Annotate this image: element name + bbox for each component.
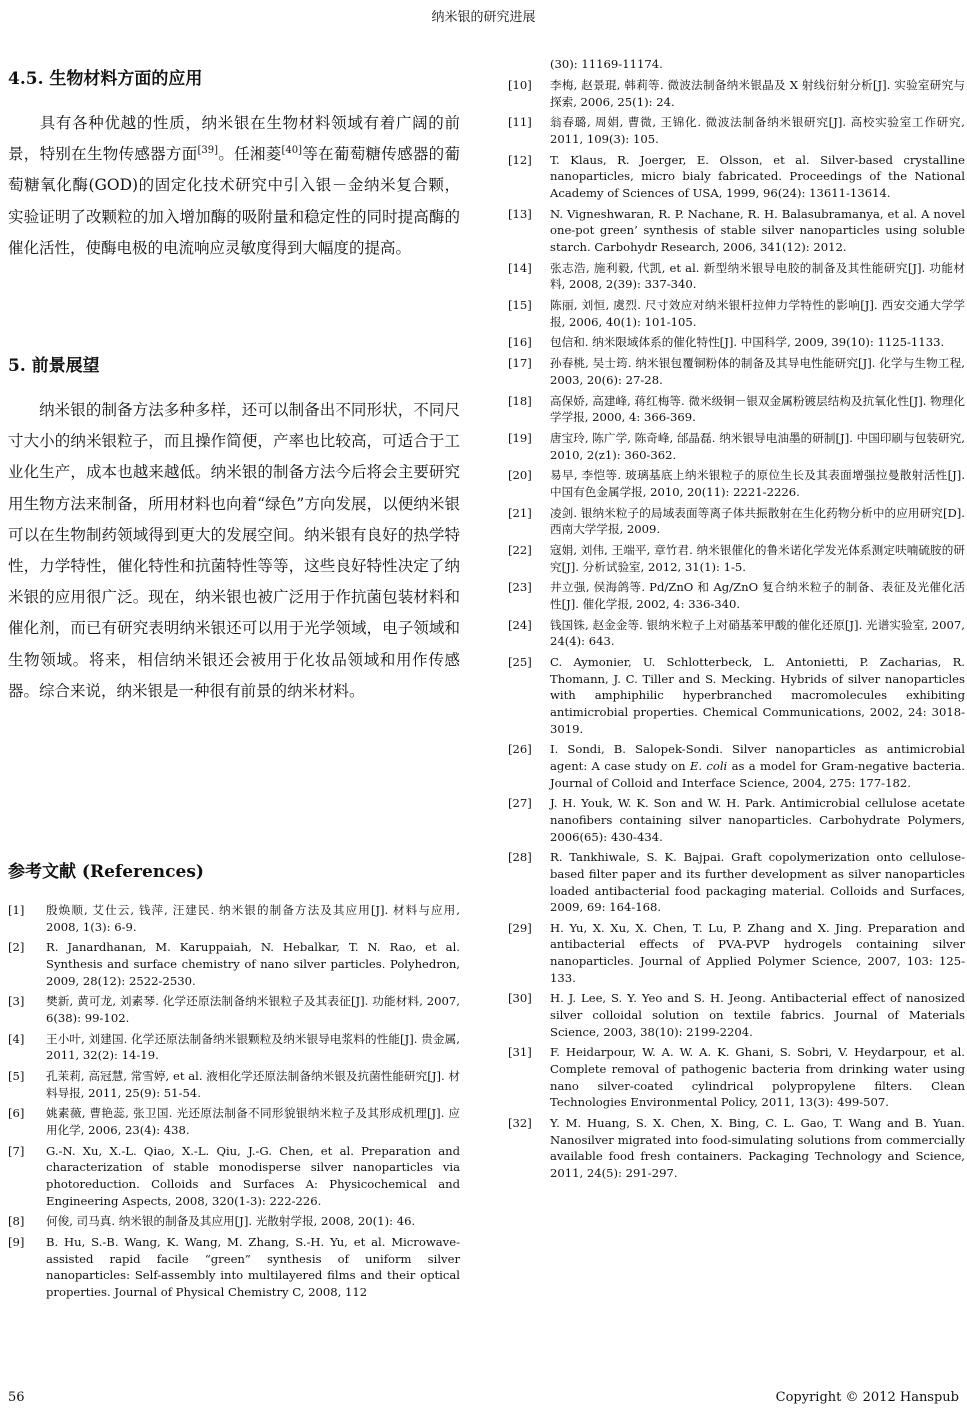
section-4-5-heading: 4.5. 生物材料方面的应用 bbox=[8, 69, 203, 89]
reference-number: [24] bbox=[508, 617, 532, 632]
reference-item bbox=[508, 795, 965, 845]
reference-number: [18] bbox=[508, 393, 532, 408]
reference-number: [6] bbox=[8, 1106, 25, 1121]
reference-text: 何俊, 司马真. 纳米银的制备及其应用[J]. 光散射学报, 2008, 20(1): 46. bbox=[46, 1214, 416, 1229]
running-head: 纳米银的研究进展 bbox=[431, 10, 536, 25]
reference-item bbox=[508, 114, 965, 147]
reference-item bbox=[508, 467, 965, 500]
reference-item bbox=[508, 260, 965, 293]
reference-item bbox=[508, 542, 965, 575]
reference-text: G.-N. Xu, X.-L. Qiao, X.-L. Qiu, J.-G. Chen, et al. Preparation and characterization of stable monodisperse silver nanoparticles via photoreduction. Colloids and Surfaces A: Physicochemical and Engineering Aspects, 2008, 320(1-3): 222-226. bbox=[46, 1143, 460, 1208]
reference-number: [26] bbox=[508, 742, 532, 757]
reference-number: [12] bbox=[508, 152, 532, 167]
reference-number: [3] bbox=[8, 994, 25, 1009]
reference-item bbox=[8, 1234, 460, 1300]
reference-item bbox=[8, 1213, 460, 1230]
reference-text: 樊新, 黄可龙, 刘素琴. 化学还原法制备纳米银粒子及其表征[J]. 功能材料, 2007, 6(38): 99-102. bbox=[46, 994, 460, 1025]
reference-item bbox=[508, 393, 965, 426]
citation-39: [39] bbox=[197, 145, 219, 157]
reference-number: [14] bbox=[508, 260, 532, 275]
reference-item bbox=[8, 993, 460, 1026]
reference-text: 孙春桃, 吴士筠. 纳米银包覆铜粉体的制备及其导电性能研究[J]. 化学与生物工程, 2003, 20(6): 27-28. bbox=[550, 356, 965, 387]
reference-text: R. Janardhanan, M. Karuppaiah, N. Hebalkar, T. N. Rao, et al. Synthesis and surface chemistry of nano silver particles. Polyhedron, 2009, 28(12): 2522-2530. bbox=[46, 940, 460, 988]
reference-item bbox=[508, 1115, 965, 1181]
section-5-heading: 5. 前景展望 bbox=[8, 356, 100, 376]
reference-number: [20] bbox=[508, 468, 532, 483]
reference-text: Y. M. Huang, S. X. Chen, X. Bing, C. L. Gao, T. Wang and B. Yuan. Nanosilver migrated into food-simulating solutions from commercially available food fresh containers. Packaging Technology and Science, 2011, 24(5): 291-297. bbox=[550, 1115, 965, 1180]
reference-text: 包信和. 纳米限域体系的催化特性[J]. 中国科学, 2009, 39(10): 1125-1133. bbox=[550, 335, 945, 350]
reference-item bbox=[508, 355, 965, 388]
copyright-notice: Copyright © 2012 Hanspub bbox=[775, 1390, 959, 1405]
reference-number: [19] bbox=[508, 430, 532, 445]
references-heading: 参考文献 (References) bbox=[8, 862, 204, 882]
reference-item bbox=[508, 654, 965, 737]
reference-list-right bbox=[508, 77, 965, 1186]
reference-text: 殷焕顺, 艾仕云, 钱萍, 汪建民. 纳米银的制备方法及其应用[J]. 材料与应用, 2008, 1(3): 6-9. bbox=[46, 903, 460, 934]
reference-item bbox=[508, 334, 965, 351]
reference-number: [8] bbox=[8, 1214, 25, 1229]
reference-item bbox=[508, 297, 965, 330]
reference-number: [28] bbox=[508, 850, 532, 865]
reference-item bbox=[508, 152, 965, 202]
reference-item bbox=[508, 505, 965, 538]
reference-text: T. Klaus, R. Joerger, E. Olsson, et al. Silver-based crystalline nanoparticles, micro bialy fabricated. Proceedings of the National Academy of Sciences of USA, 1999, 96(24): 13611-13614. bbox=[550, 152, 965, 200]
reference-item bbox=[508, 849, 965, 915]
section-5-paragraph: 纳米银的制备方法多种多样，还可以制备出不同形状，不同尺寸大小的纳米银粒子，而且操作简便，产率也比较高，可适合于工业化生产，成本也越来越低。纳米银的制备方法今后将会主要研究用生物方法来制备，所用材料也向着“绿色”方向发展，以便纳米银可以在生物制药领域得到更大的发展空间。纳米银有良好的热学特性，力学特性，催化特性和抗菌特性等等，这些良好特性决定了纳米银的应用很广泛。现在，纳米银也被广泛用于作抗菌包装材料和催化剂，而已有研究表明纳米银还可以用于光学领域，电子领域和生物领域。将来，相信纳米银还会被用于化妆品领域和用作传感器。综合来说，纳米银是一种很有前景的纳米材料。 bbox=[8, 401, 460, 700]
reference-number: [21] bbox=[508, 505, 532, 520]
reference-text: F. Heidarpour, W. A. W. A. K. Ghani, S. Sobri, V. Heydarpour, et al. Complete removal of pathogenic bacteria from drinking water using nano silver-coated cylindrical polypropylene filters. Clean Technologies Environmental Policy, 2011, 13(3): 499-507. bbox=[550, 1045, 965, 1110]
reference-item bbox=[508, 617, 965, 650]
reference-number: [9] bbox=[8, 1235, 25, 1250]
reference-number: [32] bbox=[508, 1115, 532, 1130]
reference-item bbox=[8, 902, 460, 935]
reference-item bbox=[8, 1105, 460, 1138]
reference-text: 高保娇, 高建峰, 蒋红梅等. 微米级铜－银双金属粉镀层结构及抗氧化性[J]. 物理化学学报, 2000, 4: 366-369. bbox=[550, 393, 965, 425]
reference-number: [2] bbox=[8, 940, 25, 955]
reference-text: 王小叶, 刘建国. 化学还原法制备纳米银颗粒及纳米银导电浆料的性能[J]. 贵金属, 2011, 32(2): 14-19. bbox=[46, 1031, 460, 1063]
reference-text: 钱国铢, 赵金金等. 银纳米粒子上对硝基苯甲酸的催化还原[J]. 光谱实验室, 2007, 24(4): 643. bbox=[550, 617, 965, 649]
reference-text: 井立强, 侯海鸽等. Pd/ZnO 和 Ag/ZnO 复合纳米粒子的制备、表征及光催化活性[J]. 催化学报, 2002, 4: 336-340. bbox=[550, 580, 965, 612]
reference-item bbox=[8, 1143, 460, 1209]
reference-text: N. Vigneshwaran, R. P. Nachane, R. H. Balasubramanya, et al. A novel one-pot green’ synthesis of stable silver nanoparticles using soluble starch. Carbohydr Research, 2006, 341(12): 2012. bbox=[550, 206, 965, 254]
reference-number: [16] bbox=[508, 335, 532, 350]
reference-number: [29] bbox=[508, 920, 532, 935]
reference-number: [30] bbox=[508, 991, 532, 1006]
reference-text: 寇娟, 刘伟, 王端平, 章竹君. 纳米银催化的鲁米诺化学发光体系测定呋喃硫胺的研究[J]. 分析试验室, 2012, 31(1): 1-5. bbox=[550, 543, 965, 574]
reference-item bbox=[508, 579, 965, 612]
reference-number: [17] bbox=[508, 356, 532, 371]
reference-number: [11] bbox=[508, 115, 532, 130]
reference-item bbox=[508, 206, 965, 256]
reference-text: J. H. Youk, W. K. Son and W. H. Park. Antimicrobial cellulose acetate nanofibers containing silver nanoparticles. Carbohydrate Polymers, 2006(65): 430-434. bbox=[550, 796, 965, 844]
reference-number: [23] bbox=[508, 580, 532, 595]
reference-text: B. Hu, S.-B. Wang, K. Wang, M. Zhang, S.-H. Yu, et al. Microwave-assisted rapid facile “green” synthesis of uniform silver nanoparticles: Self-assembly into multilayered films and their optical properties. Journal of Physical Chemistry C, 2008, 112 bbox=[46, 1235, 460, 1299]
reference-number: [7] bbox=[8, 1143, 25, 1158]
reference-item bbox=[508, 430, 965, 463]
reference-item bbox=[8, 1068, 460, 1101]
reference-text: 李梅, 赵景琨, 韩莉等. 微波法制备纳米银晶及 X 射线衍射分析[J]. 实验室研究与探索, 2006, 25(1): 24. bbox=[550, 78, 965, 109]
reference-number: [22] bbox=[508, 543, 532, 558]
reference-number: [10] bbox=[508, 78, 532, 92]
reference-text: I. Sondi, B. Salopek-Sondi. Silver nanoparticles as antimicrobial agent: A case study on E. coli as a model for Gram-negative bacteria. Journal of Colloid and Interface Science, 2004, 275: 177-182. bbox=[550, 742, 965, 790]
reference-text: 姚素薇, 曹艳蕊, 张卫国. 光还原法制备不同形貌银纳米粒子及其形成机理[J]. 应用化学, 2006, 23(4): 438. bbox=[46, 1106, 460, 1138]
reference-text: 孔茉莉, 高冠慧, 常雪婷, et al. 液相化学还原法制备纳米银及抗菌性能研究[J]. 材料导报, 2011, 25(9): 51-54. bbox=[46, 1069, 460, 1100]
reference-text: C. Aymonier, U. Schlotterbeck, L. Antonietti, P. Zacharias, R. Thomann, J. C. Tiller and S. Mecking. Hybrids of silver nanoparticles with amphiphilic hyperbranched macromolecules exhibiting antimicrobial properties. Chemical Communications, 2002, 24: 3018-3019. bbox=[550, 655, 965, 736]
reference-text: 翁春璐, 周娟, 曹微, 王锦化. 微波法制备纳米银研究[J]. 高校实验室工作研究, 2011, 109(3): 105. bbox=[550, 115, 965, 146]
reference-number: [4] bbox=[8, 1031, 25, 1046]
reference-item bbox=[508, 77, 965, 110]
reference-item bbox=[508, 1044, 965, 1110]
reference-text: 凌剑. 银纳米粒子的局域表面等离子体共振散射在生化药物分析中的应用研究[D]. 西南大学学报, 2009. bbox=[550, 505, 965, 537]
section-4-5-paragraph: 具有各种优越的性质，纳米银在生物材料领域有着广阔的前景，特别在生物传感器方面[39]。任湘菱[40]等在葡萄糖传感器的葡萄糖氧化酶(GOD)的固定化技术研究中引入银－金纳米复合颗，实验证明了改颗粒的加入增加酶的吸附量和稳定性的同时提高酶的催化活性，使酶电极的电流响应灵敏度得到大幅度的提高。 bbox=[8, 114, 460, 257]
reference-text: 唐宝玲, 陈广学, 陈奇峰, 邰晶磊. 纳米银导电油墨的研制[J]. 中国印刷与包装研究, 2010, 2(z1): 360-362. bbox=[550, 430, 965, 462]
reference-text: 易早, 李恺等. 玻璃基底上纳米银粒子的原位生长及其表面增强拉曼散射活性[J]. 中国有色金属学报, 2010, 20(11): 2221-2226. bbox=[550, 468, 965, 499]
reference-number: [27] bbox=[508, 796, 532, 811]
species-name: E. coli bbox=[689, 758, 728, 773]
reference-number: [25] bbox=[508, 655, 532, 670]
reference-text: 陈丽, 刘恒, 虞烈. 尺寸效应对纳米银杆拉伸力学特性的影响[J]. 西安交通大学学报, 2006, 40(1): 101-105. bbox=[550, 298, 965, 329]
reference-number: [31] bbox=[508, 1045, 532, 1060]
reference-item bbox=[508, 741, 965, 791]
page-number: 56 bbox=[8, 1390, 25, 1405]
reference-item bbox=[508, 920, 965, 986]
reference-text: 张志浩, 施利毅, 代凯, et al. 新型纳米银导电胶的制备及其性能研究[J]. 功能材料, 2008, 2(39): 337-340. bbox=[550, 260, 965, 292]
reference-list-left bbox=[8, 902, 460, 1305]
reference-continuation: (30): 11169-11174. bbox=[550, 57, 663, 71]
reference-text: H. J. Lee, S. Y. Yeo and S. H. Jeong. Antibacterial effect of nanosized silver colloidal solution on textile fabrics. Journal of Materials Science, 2003, 38(10): 2199-2204. bbox=[550, 991, 965, 1039]
reference-item bbox=[508, 990, 965, 1040]
reference-item bbox=[8, 939, 460, 989]
reference-text: R. Tankhiwale, S. K. Bajpai. Graft copolymerization onto cellulose-based filter paper and its further development as silver nanoparticles loaded antibacterial food packaging material. Colloids and Surfaces, 2009, 69: 164-168. bbox=[550, 850, 965, 915]
reference-number: [13] bbox=[508, 206, 532, 221]
reference-item bbox=[8, 1031, 460, 1064]
reference-number: [15] bbox=[508, 298, 532, 313]
citation-40: [40] bbox=[281, 145, 303, 157]
reference-number: [5] bbox=[8, 1069, 25, 1084]
reference-text: H. Yu, X. Xu, X. Chen, T. Lu, P. Zhang and X. Jing. Preparation and antibacterial effects of PVA-PVP hydrogels containing silver nanoparticles. Journal of Applied Polymer Science, 2007, 103: 125-133. bbox=[550, 920, 965, 985]
reference-number: [1] bbox=[8, 903, 25, 917]
